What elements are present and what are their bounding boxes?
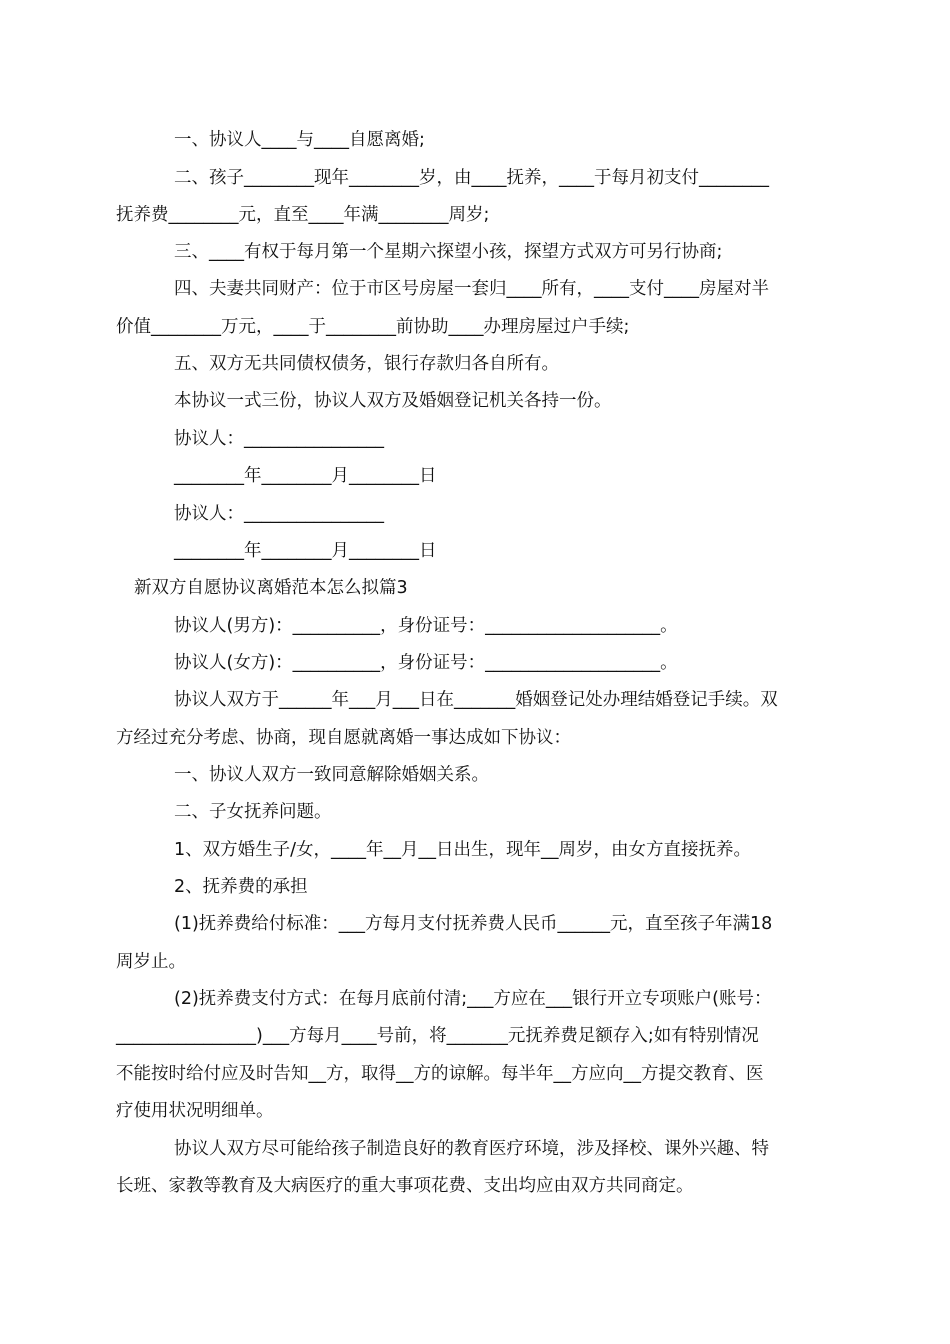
text-line: 协议人(男方)：__________，身份证号：____________________。: [174, 616, 678, 636]
text-line: 一、协议人____与____自愿离婚;: [174, 130, 425, 150]
text-line: 不能按时给付应及时告知__方，取得__方的谅解。每半年__方应向__方提交教育、医: [116, 1064, 764, 1084]
text-line: (1)抚养费给付标准：___方每月支付抚养费人民币______元，直至孩子年满18: [174, 914, 773, 934]
date-line: ________年________月________日: [174, 466, 437, 486]
text-line: 抚养费________元，直至____年满________周岁;: [116, 205, 490, 225]
section-title: 新双方自愿协议离婚范本怎么拟篇3: [134, 578, 408, 598]
text-line: 协议人双方于______年___月___日在_______婚姻登记处办理结婚登记手续。双: [174, 690, 778, 710]
text-line: 1、双方婚生子/女，____年__月__日出生，现年__周岁，由女方直接抚养。: [174, 840, 752, 860]
text-line: 五、双方无共同债权债务，银行存款归各自所有。: [174, 354, 559, 374]
text-line: 长班、家教等教育及大病医疗的重大事项花费、支出均应由双方共同商定。: [116, 1176, 694, 1196]
date-line: ________年________月________日: [174, 541, 437, 561]
text-line: 二、孩子________现年________岁，由____抚养，____于每月初支付________: [174, 168, 769, 188]
text-line: 疗使用状况明细单。: [116, 1101, 274, 1121]
text-line: 三、____有权于每月第一个星期六探望小孩，探望方式双方可另行协商;: [174, 242, 723, 262]
text-line: 协议人(女方)：__________，身份证号：____________________。: [174, 653, 678, 673]
text-line: 四、夫妻共同财产：位于市区号房屋一套归____所有，____支付____房屋对半: [174, 279, 769, 299]
text-line: 价值________万元，____于________前协助____办理房屋过户手续;: [116, 317, 630, 337]
text-line: 2、抚养费的承担: [174, 877, 308, 897]
signature-line: 协议人：________________: [174, 429, 384, 449]
text-line: 一、协议人双方一致同意解除婚姻关系。: [174, 765, 489, 785]
text-line: 方经过充分考虑、协商，现自愿就离婚一事达成如下协议：: [116, 728, 571, 748]
text-line: ________________)___方每月____号前，将_______元抚养费足额存入;如有特别情况: [116, 1026, 759, 1046]
text-line: (2)抚养费支付方式：在每月底前付清;___方应在___银行开立专项账户(账号：: [174, 989, 772, 1009]
text-line: 二、子女抚养问题。: [174, 802, 332, 822]
text-line: 协议人双方尽可能给孩子制造良好的教育医疗环境，涉及择校、课外兴趣、特: [174, 1139, 769, 1159]
text-line: 本协议一式三份，协议人双方及婚姻登记机关各持一份。: [174, 391, 612, 411]
text-line: 周岁止。: [116, 952, 186, 972]
signature-line: 协议人：________________: [174, 504, 384, 524]
